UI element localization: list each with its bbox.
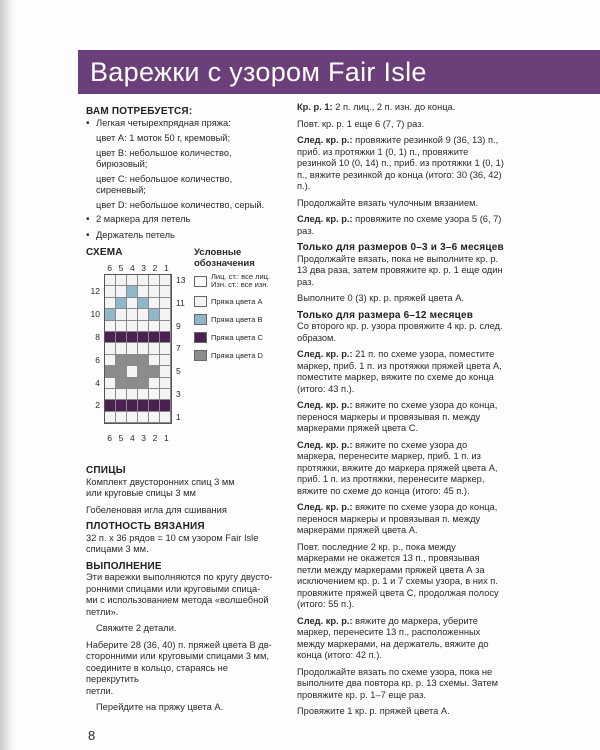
chart-cell [160, 378, 171, 389]
size-heading-small: Только для размеров 0–3 и 3–6 месяцев [297, 242, 504, 253]
chart-cell [127, 321, 138, 332]
column-number: 1 [163, 433, 169, 443]
chart-cell [127, 309, 138, 320]
row-label: След. кр. р.: [297, 502, 353, 512]
chart-cell [160, 332, 171, 343]
legend-item-knit [194, 273, 270, 289]
chart-cell [116, 298, 127, 309]
column-number: 6 [107, 263, 113, 273]
chart-cell [138, 275, 149, 286]
column-number: 5 [118, 433, 124, 443]
column-numbers-bottom [104, 433, 172, 445]
gauge-text [86, 533, 276, 556]
list-item [86, 118, 276, 130]
bullet-icon [86, 214, 96, 226]
chart-cell [127, 366, 138, 377]
cast-on-line3: соедините в кольцо, стараясь не перекрутить [86, 662, 228, 684]
chart-cell [127, 400, 138, 411]
book-spine-shadow [0, 0, 16, 750]
instructions-intro [86, 572, 276, 618]
column-number: 3 [141, 433, 147, 443]
row-text: провяжите по схеме узора 5 (6, 7) раз. [297, 214, 502, 236]
needles-heading: СПИЦЫ [86, 465, 126, 476]
yarn-color-b-line1: цвет В: небольшое количество, [96, 147, 232, 158]
chart-cell [105, 286, 116, 297]
chart-cell [160, 366, 171, 377]
markers-item: 2 маркера для петель [96, 214, 191, 224]
legend-knit-line1: Лиц. ст.: все лиц. [211, 272, 271, 281]
paragraph [297, 102, 505, 114]
yarn-color-c-line1: цвет С: небольшое количество, [96, 173, 233, 184]
chart-cell [149, 366, 160, 377]
paragraph [297, 616, 505, 662]
row-label: След. кр. р.: [297, 135, 353, 145]
legend-label: Пряжа цвета D [211, 350, 263, 360]
column-number: 6 [107, 433, 113, 443]
legend-label: Пряжа цвета С [211, 332, 263, 342]
row-text: вяжите до маркера, уберите маркер, перенесите 13 п., расположенных между маркерами, на держатель, вяжите до конца (итого: 42 п.). [297, 615, 489, 660]
chart-cell [105, 321, 116, 332]
cast-on-text [86, 640, 276, 698]
legend-heading [194, 247, 255, 269]
chart-cell [138, 355, 149, 366]
chart-cell [160, 343, 171, 354]
chart-cell [105, 309, 116, 320]
chart-cell [116, 378, 127, 389]
row-label: След. кр. р.: [297, 400, 353, 410]
size-heading-large: Только для размера 6–12 месяцев [297, 309, 474, 321]
row-text: вяжите по схеме узора до конца, перенося маркеры и провязывая п. между маркерами пряжей цвета С. [297, 400, 498, 433]
row-number: 5 [176, 366, 181, 377]
chart-cell [160, 309, 171, 320]
intro-line3: ми с использованием метода «волшебной [86, 595, 269, 605]
legend-knit-text [211, 273, 270, 289]
legend-heading-line1: Условные [194, 247, 242, 258]
row-number: 7 [176, 343, 181, 354]
chart-cell [149, 343, 160, 354]
gauge-line2: спицами 3 мм. [86, 544, 149, 554]
chart-cell [149, 332, 160, 343]
chart-cell [160, 412, 171, 423]
chart-cell [105, 378, 116, 389]
cast-on-line4: петли. [86, 685, 114, 696]
yarn-color-b [96, 148, 276, 171]
column-number: 2 [152, 263, 158, 273]
list-item [86, 214, 276, 226]
legend-item-c [194, 332, 270, 343]
chart-cell [160, 275, 171, 286]
chart-cell [127, 298, 138, 309]
row-number: 13 [176, 275, 186, 285]
row-number: 12 [90, 286, 100, 297]
bullet-icon [86, 230, 96, 242]
chart-cell [105, 400, 116, 411]
chart-cell [149, 286, 160, 297]
chart-cell [149, 275, 160, 286]
needles-text [86, 477, 276, 500]
chart-cell [105, 355, 116, 366]
chart-cell [116, 309, 127, 320]
yarn-color-c-line2: сиреневый; [96, 185, 146, 195]
chart-cell [127, 275, 138, 286]
chart-cell [149, 321, 160, 332]
row-number: 10 [90, 309, 100, 320]
chart-cell [105, 298, 116, 309]
paragraph: Продолжайте вязать по схеме узора, пока не выполните два повтора кр. р. 13 схемы. Затем провяжите кр. р. 1–7 еще раз. [297, 666, 499, 700]
row-number: 1 [176, 411, 181, 422]
chart-legend [194, 273, 270, 368]
chart-cell [160, 355, 171, 366]
chart-grid [104, 274, 172, 424]
chart-cell [116, 400, 127, 411]
row-text: вяжите по схеме узора до маркера, перенесите маркер, приб. 1 п. из протяжки, вяжите до маркера пряжей цвета А, приб. 1 п. из протяжки, перенесите маркер, вяжите по схеме до конца (итого: 45 п.). [297, 439, 498, 496]
chart-cell [138, 389, 149, 400]
chart-cell [149, 298, 160, 309]
column-number: 1 [163, 263, 169, 273]
legend-heading-line2: обозначения [194, 258, 255, 269]
legend-swatch [194, 296, 207, 307]
legend-knit-line2: Изн. ст.: все изн. [211, 280, 269, 289]
needles-line2: или круговые спицы 3 мм [86, 488, 196, 498]
bullet-icon [86, 118, 96, 130]
chart-cell [127, 355, 138, 366]
cast-on-line1: Наберите 28 (36, 40) п. пряжей цвета В дв- [86, 639, 272, 650]
row-text: 2 п. лиц., 2 п. изн. до конца. [332, 102, 456, 112]
chart-cell [138, 378, 149, 389]
chart-cell [160, 389, 171, 400]
cast-on-line2: сторонними или круговыми спицами 3 мм, [86, 651, 269, 661]
chart-cell [138, 309, 149, 320]
legend-item-d [194, 350, 270, 361]
chart-heading: СХЕМА [86, 247, 123, 258]
paragraph: Выполните 0 (3) кр. р. пряжей цвета А. [297, 293, 464, 303]
chart-cell [116, 332, 127, 343]
page-number: 8 [88, 728, 96, 743]
chart-cell [138, 343, 149, 354]
chart-cell [149, 355, 160, 366]
column-number: 4 [129, 433, 135, 443]
chart-cell [116, 286, 127, 297]
row-label: След. кр. р.: [297, 214, 353, 224]
chart-cell [149, 378, 160, 389]
paragraph: Продолжайте вязать, пока не выполните кр. р. 13 два раза, затем провяжите кр. р. 1 еще один раз. [297, 253, 503, 287]
chart-cell [138, 366, 149, 377]
yarn-color-a: цвет А: 1 моток 50 г, кремовый; [96, 133, 231, 143]
paragraph [297, 214, 505, 237]
gauge-line1: 32 п. х 36 рядов = 10 см узором Fair Isle [86, 532, 259, 543]
row-number: 6 [95, 354, 100, 365]
yarn-color-b-line2: бирюзовый; [96, 159, 148, 169]
switch-yarn-text: Перейдите на пряжу цвета А. [96, 702, 224, 712]
paragraph [297, 440, 505, 498]
row-text: вяжите по схеме узора до конца, перенося маркеры и провязывая п. между маркерами пряжей цвета А. [297, 502, 498, 535]
column-number: 4 [129, 263, 135, 273]
gauge-heading: ПЛОТНОСТЬ ВЯЗАНИЯ [86, 521, 205, 532]
chart-cell [105, 366, 116, 377]
chart-cell [149, 400, 160, 411]
legend-item-a [194, 296, 270, 307]
row-label: След. кр. р.: [297, 439, 353, 450]
paragraph: Продолжайте вязать чулочным вязанием. [297, 197, 479, 208]
knitting-chart [86, 247, 276, 459]
chart-cell [138, 400, 149, 411]
paragraph [297, 502, 505, 537]
chart-cell [138, 286, 149, 297]
chart-cell [116, 389, 127, 400]
paragraph: Провяжите 1 кр. р. пряжей цвета А. [297, 706, 450, 716]
row-label: След. кр. р.: [297, 349, 353, 359]
make-two-text: Свяжите 2 детали. [96, 623, 177, 633]
legend-swatch [194, 314, 207, 325]
title-banner [78, 50, 600, 94]
chart-cell [127, 389, 138, 400]
row-number: 3 [176, 389, 181, 399]
page-title: Варежки с узором Fair Isle [90, 57, 427, 87]
chart-cell [127, 378, 138, 389]
chart-cell [127, 332, 138, 343]
yarn-color-c [96, 174, 276, 197]
legend-item-b [194, 314, 270, 325]
paragraph: Со второго кр. р. узора провяжите 4 кр. р. след. образом. [297, 321, 503, 343]
chart-cell [116, 275, 127, 286]
legend-label: Пряжа цвета В [211, 314, 263, 324]
paragraph: Повт. кр. р. 1 еще 6 (7, 7) раз. [297, 118, 425, 129]
chart-cell [149, 389, 160, 400]
row-number: 11 [176, 297, 185, 308]
intro-line1: Эти варежки выполняются по кругу двусто- [86, 572, 273, 582]
row-text: 21 п. по схеме узора, поместите маркер, приб. 1 п. из протяжки пряжей цвета А, поместите маркер, вяжите по схеме до конца (итого: 43 п.). [297, 349, 502, 394]
column-number: 5 [118, 263, 124, 273]
intro-line4: петли». [86, 606, 119, 617]
list-item [86, 230, 276, 242]
chart-cell [116, 366, 127, 377]
chart-cell [160, 321, 171, 332]
chart-cell [138, 298, 149, 309]
paragraph [297, 349, 505, 395]
chart-cell [105, 332, 116, 343]
row-label: След. кр. р.: [297, 615, 353, 626]
row-text: провяжите резинкой 9 (36, 13) п., приб. из протяжки 1 (0, 1) п., провяжите резинкой 10 (0, 14) п., приб. из протяжки 1 (0, 1) п., вяжите резинкой до конца (итого: 30 (36, 42) п.). [297, 135, 504, 191]
legend-label: Пряжа цвета А [211, 296, 263, 306]
chart-cell [149, 309, 160, 320]
paragraph [297, 400, 505, 435]
chart-cell [116, 321, 127, 332]
intro-line2: ронними спицами или круговыми спица- [86, 583, 261, 594]
chart-cell [116, 355, 127, 366]
row-number: 8 [95, 332, 100, 342]
chart-cell [105, 412, 116, 423]
yarn-label: Легкая четырехпрядная пряжа: [96, 117, 231, 128]
chart-cell [160, 298, 171, 309]
legend-swatch [194, 276, 207, 287]
chart-cell [105, 343, 116, 354]
chart-cell [127, 286, 138, 297]
row-number: 9 [176, 320, 181, 331]
chart-cell [160, 400, 171, 411]
yarn-color-d: цвет D: небольшое количество, серый. [96, 199, 265, 210]
instructions-heading: ВЫПОЛНЕНИЕ [86, 560, 162, 572]
chart-cell [116, 343, 127, 354]
chart-cell [138, 412, 149, 423]
column-numbers-top [104, 263, 172, 275]
materials-heading: ВАМ ПОТРЕБУЕТСЯ: [86, 106, 193, 117]
holder-item: Держатель петель [96, 229, 175, 240]
legend-swatch [194, 332, 207, 343]
chart-cell [149, 412, 160, 423]
paragraph [297, 135, 505, 193]
paragraph: Повт. последние 2 кр. р., пока между маркерами не окажется 13 п., провязывая петли между маркерами пряжей цвета А за исключением кр. р. 1 и 7 схемы узора, в них п. провяжите пряжей цвета С, продолжая полосу (итого: 55 п.). [297, 541, 499, 609]
chart-cell [138, 332, 149, 343]
chart-cell [160, 286, 171, 297]
row-label: Кр. р. 1: [297, 102, 333, 112]
needles-line1: Комплект двусторонних спиц 3 мм [86, 476, 235, 487]
row-number: 2 [95, 400, 100, 411]
column-number: 3 [141, 263, 147, 273]
sewing-needle-text: Гобеленовая игла для сшивания [86, 504, 227, 515]
row-number: 4 [95, 377, 100, 388]
chart-cell [116, 412, 127, 423]
chart-cell [127, 412, 138, 423]
chart-cell [138, 321, 149, 332]
left-column [86, 106, 276, 719]
right-column [297, 102, 505, 723]
column-number: 2 [152, 433, 158, 443]
chart-cell [105, 389, 116, 400]
legend-swatch [194, 350, 207, 361]
chart-cell [105, 275, 116, 286]
chart-cell [127, 343, 138, 354]
